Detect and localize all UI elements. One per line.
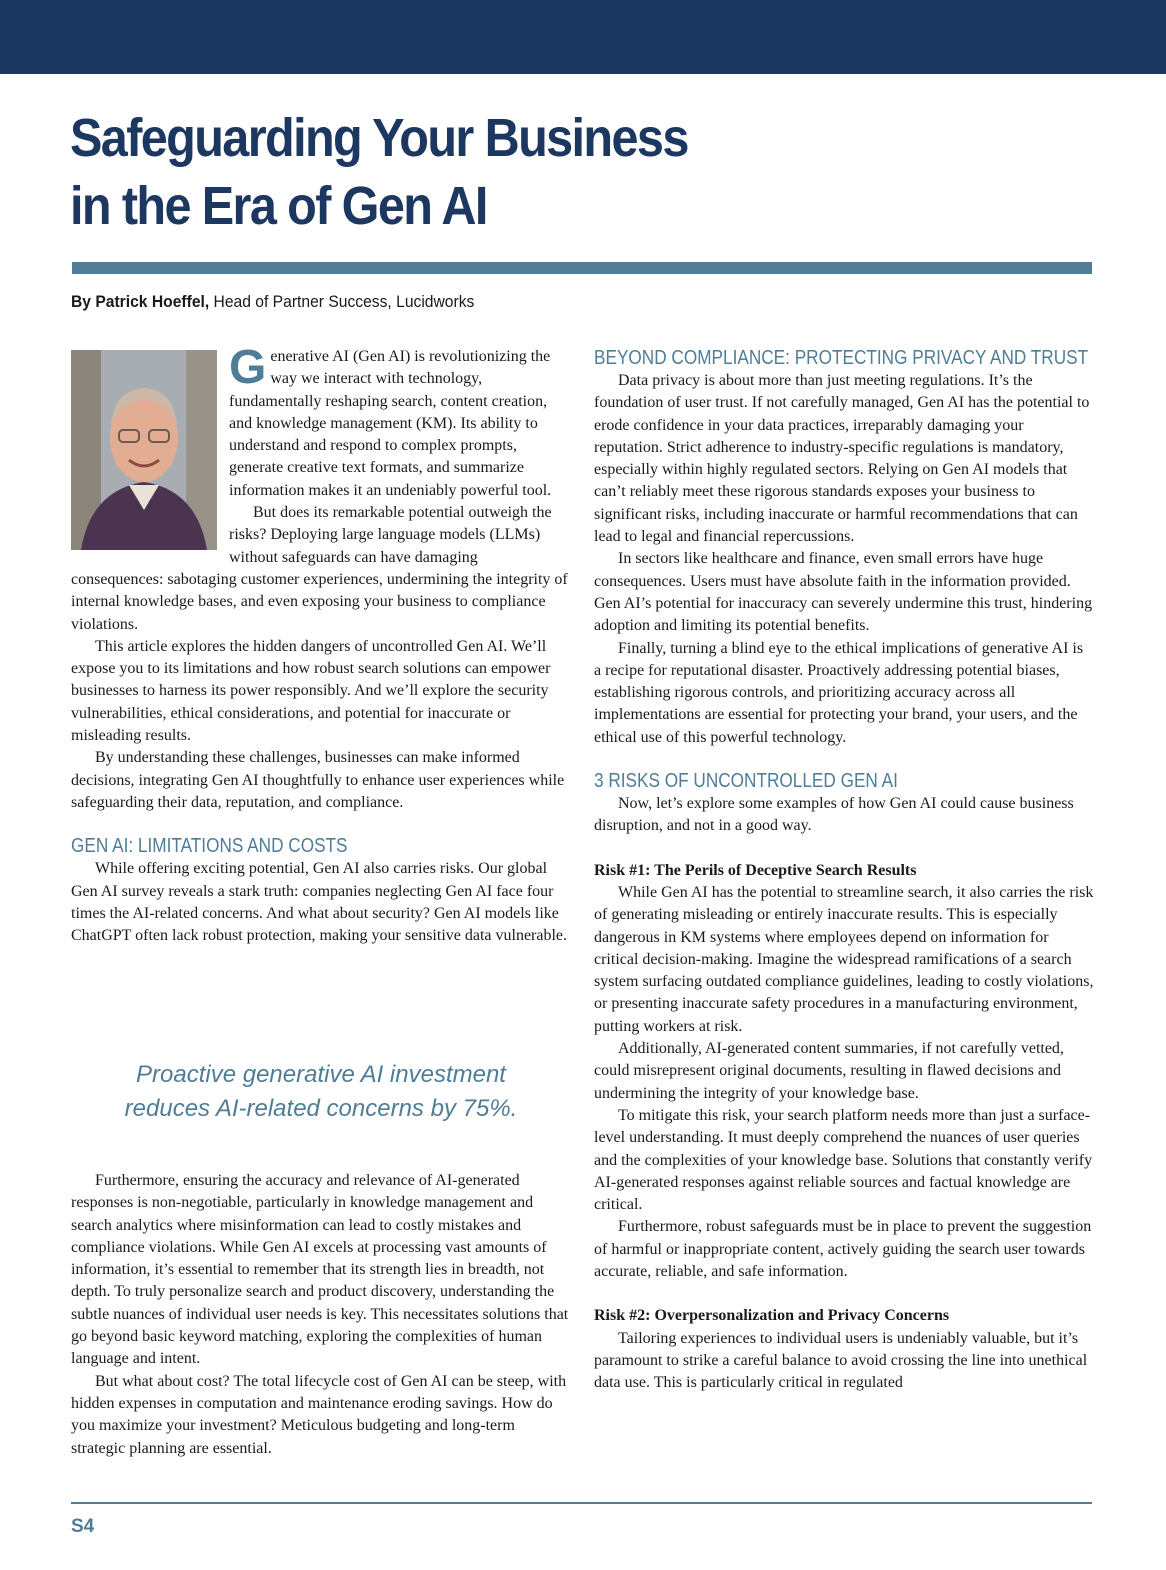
drop-cap: G xyxy=(229,341,267,394)
footer-divider xyxy=(71,1502,1092,1504)
section-heading-risks: 3 RISKS OF UNCONTROLLED GEN AI xyxy=(594,770,898,793)
title-line-2: in the Era of Gen AI xyxy=(70,176,487,236)
intro-paragraph-3: This article explores the hidden dangers of uncontrolled Gen AI. We’ll expose you to its limitations and how robust search solutions can empower businesses to harness its power responsibly. And we’ll explore the security vulnerabilities, ethical considerations, and potential for inaccurate or misleading results. xyxy=(71,637,551,745)
article-title xyxy=(70,104,754,240)
title-divider xyxy=(72,262,1092,274)
left-column xyxy=(71,341,571,947)
title-line-1: Safeguarding Your Business xyxy=(70,108,688,168)
section-heading-privacy: BEYOND COMPLIANCE: PROTECTING PRIVACY AND TRUST xyxy=(594,347,1089,369)
author-photo xyxy=(71,350,217,550)
section-heading-limitations: GEN AI: LIMITATIONS AND COSTS xyxy=(71,835,348,858)
limitations-paragraph: While offering exciting potential, Gen AI also carries risks. Our global Gen AI survey reveals a stark truth: companies neglecting Gen AI face four times the AI-related concerns. And what about security? Gen AI models like ChatGPT often lack robust protection, making your sensitive data vulnerable. xyxy=(71,860,568,945)
intro-paragraph-4: By understanding these challenges, businesses can make informed decisions, integrating Gen AI thoughtfully to enhance user experiences while safeguarding their data, reputation, and compliance. xyxy=(71,749,565,811)
intro-paragraph-1: Generative AI (Gen AI) is revolutionizing the way we interact with technology, fundamentally reshaping search, content creation, and knowledge management (KM). Its ability to understand and respond to complex prompts, generate creative text formats, and summarize information makes it an undeniably powerful tool. xyxy=(229,341,552,499)
byline-author: By Patrick Hoeffel, xyxy=(71,292,210,311)
right-column xyxy=(594,346,1094,1394)
risk-1-paragraph-3: To mitigate this risk, your search platform needs more than just a surface-level understanding. It must deeply comprehend the nuances of user queries and the complexities of your knowledge base. Solutions that constantly verify AI-generated responses against reliable sources and factual knowledge are critical. xyxy=(594,1106,1093,1214)
risk-2-paragraph-1: Tailoring experiences to individual users is undeniably valuable, but it’s paramount to strike a careful balance to avoid crossing the line into unethical data use. This is particularly critical in regulated xyxy=(594,1329,1088,1392)
accuracy-paragraph: Furthermore, ensuring the accuracy and relevance of AI-generated responses is non-negotiable, particularly in knowledge management and search analytics where misinformation can lead to costly mistakes and compliance violations. While Gen AI excels at processing vast amounts of information, it’s essential to remember that its strength lies in breadth, not depth. To truly personalize search and product discovery, understanding the subtle nuances of individual user needs is key. This necessitates solutions that go beyond basic keyword matching, exploring the complexities of human language and intent. xyxy=(71,1172,569,1368)
pull-quote-line-2: reduces AI-related concerns by 75%. xyxy=(124,1095,518,1122)
risks-intro-paragraph: Now, let’s explore some examples of how Gen AI could cause business disruption, and not in a good way. xyxy=(594,795,1074,835)
privacy-paragraph-2: In sectors like healthcare and finance, even small errors have huge consequences. Users must have absolute faith in the information provided. Gen AI’s potential for inaccuracy can severely undermine this trust, hindering adoption and limiting its potential benefits. xyxy=(594,550,1093,635)
pull-quote xyxy=(71,1058,571,1126)
risk-1-heading: Risk #1: The Perils of Deceptive Search Results xyxy=(594,861,917,879)
intro-paragraph-2: But does its remarkable potential outweigh the risks? Deploying large language models (LLMs) without safeguards can have damaging consequences: sabotaging customer experiences, undermining the integrity of internal knowledge bases, and even exposing your business to compliance violations. xyxy=(71,504,568,633)
author-portrait-icon xyxy=(71,350,217,550)
page-number: S4 xyxy=(71,1516,95,1537)
privacy-paragraph-3: Finally, turning a blind eye to the ethical implications of generative AI is a recipe for reputational disaster. Proactively addressing potential biases, establishing rigorous controls, and prioritizing accuracy across all implementations are essential for protecting your brand, your users, and the ethical use of this powerful technology. xyxy=(594,639,1084,746)
pull-quote-line-1: Proactive generative AI investment xyxy=(136,1061,506,1088)
byline xyxy=(71,292,623,312)
risk-1-paragraph-4: Furthermore, robust safeguards must be in place to prevent the suggestion of harmful or inappropriate content, actively guiding the search user towards accurate, reliable, and safe information. xyxy=(594,1218,1092,1280)
risk-1-paragraph-1: While Gen AI has the potential to streamline search, it also carries the risk of generating misleading or entirely inaccurate results. This is especially dangerous in KM systems where employees depend on information for critical decision-making. Imagine the widespread ramifications of a search system surfacing outdated compliance guidelines, leading to costly violations, or presenting inaccurate safety procedures in a manufacturing environment, putting workers at risk. xyxy=(594,883,1094,1035)
privacy-paragraph-1: Data privacy is about more than just meeting regulations. It’s the foundation of user trust. If not carefully managed, Gen AI has the potential to erode confidence in your data practices, irreparably damaging your reputation. Strict adherence to industry-specific regulations is mandatory, especially within highly regulated sectors. Relying on Gen AI models that can’t reliably meet these rigorous standards exposes your business to significant risks, including inaccurate or harmful recommendations that can lead to legal and financial repercussions. xyxy=(594,372,1090,546)
header-bar xyxy=(0,0,1166,74)
risk-1-paragraph-2: Additionally, AI-generated content summaries, if not carefully vetted, could misrepresent original documents, resulting in flawed decisions and undermining the integrity of your knowledge base. xyxy=(594,1040,1064,1102)
byline-role: Head of Partner Success, Lucidworks xyxy=(209,292,475,311)
risk-2-heading: Risk #2: Overpersonalization and Privacy Concerns xyxy=(594,1307,950,1325)
cost-paragraph: But what about cost? The total lifecycle cost of Gen AI can be steep, with hidden expenses in computation and maintenance eroding savings. How do you maximize your investment? Meticulous budgeting and long-term strategic planning are essential. xyxy=(71,1372,567,1457)
left-column-continued xyxy=(71,1170,571,1460)
